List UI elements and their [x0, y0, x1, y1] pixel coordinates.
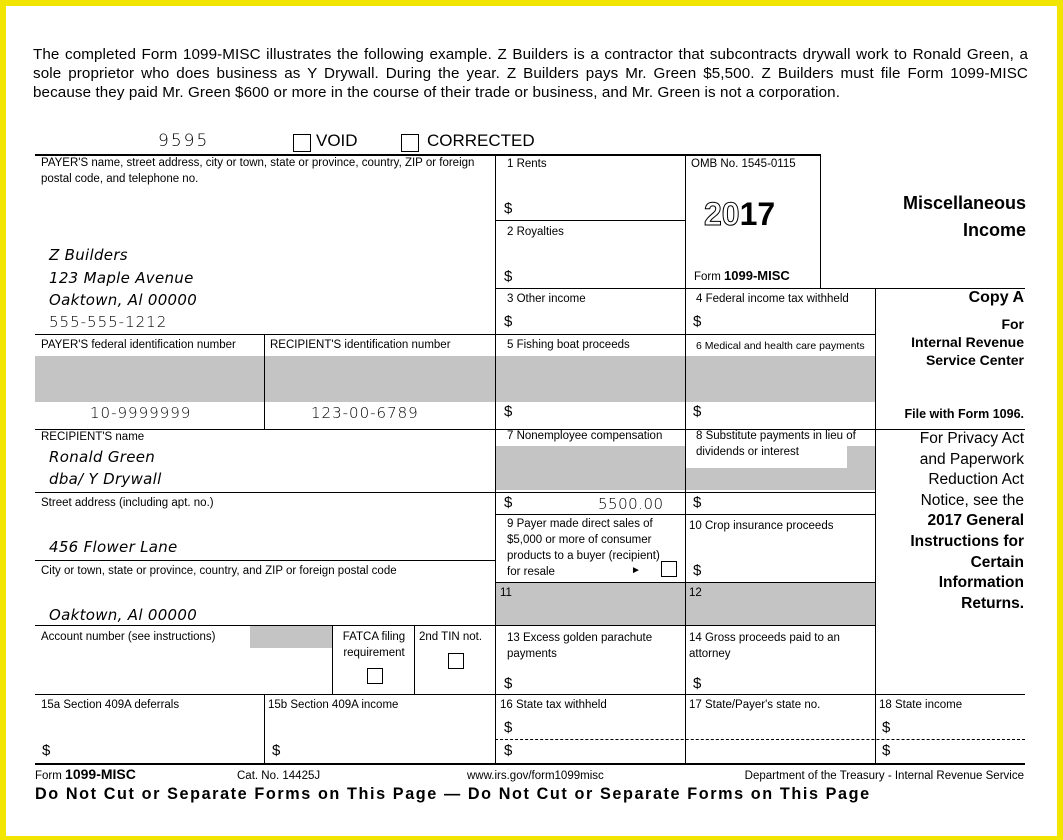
- recipient-name: Ronald Green: [49, 448, 156, 466]
- privacy-notice: [864, 429, 1024, 614]
- form-code: 9595: [158, 131, 210, 151]
- box2-label: 2 Royalties: [507, 226, 564, 238]
- recipient-city: Oaktown, Al 00000: [49, 606, 198, 624]
- shade-tin: [35, 356, 495, 402]
- privacy-line3: Reduction Act: [928, 471, 1024, 489]
- box15a-dollar: $: [42, 742, 51, 759]
- form-page: [6, 6, 1057, 836]
- fatca-checkbox[interactable]: [367, 668, 383, 684]
- box10-dollar: $: [693, 562, 702, 579]
- box12-label: 12: [689, 587, 702, 599]
- box6-dollar: $: [693, 403, 702, 420]
- footer-form-prefix: Form: [35, 770, 62, 782]
- box14-label: 14 Gross proceeds paid to an attorney: [689, 632, 840, 660]
- irs-line1: Internal Revenue: [911, 334, 1024, 350]
- box9-checkbox[interactable]: [661, 561, 677, 577]
- payer-tin-value[interactable]: 10-9999999: [90, 404, 192, 422]
- shade-box7: [496, 446, 686, 490]
- payer-phone: 555-555-1212: [49, 313, 168, 331]
- title-miscellaneous: Miscellaneous: [902, 193, 1026, 213]
- form-name-top: [694, 268, 790, 283]
- tax-year-bold: 17: [739, 196, 776, 232]
- privacy-line8: Information: [938, 574, 1024, 592]
- privacy-line7: Certain: [970, 553, 1024, 571]
- footer-url[interactable]: www.irs.gov/form1099misc: [467, 770, 604, 782]
- box17-label: 17 State/Payer's state no.: [689, 699, 821, 711]
- box1-dollar: $: [504, 200, 513, 217]
- box13-dollar: $: [504, 675, 513, 692]
- footer-cat: Cat. No. 14425J: [237, 770, 321, 782]
- shade-box8: [686, 468, 875, 490]
- recipient-street: 456 Flower Lane: [49, 538, 178, 556]
- shade-box6: [686, 356, 875, 402]
- payer-city: Oaktown, Al 00000: [49, 291, 198, 309]
- tax-year-outline: 20: [704, 196, 740, 232]
- payer-street: 123 Maple Avenue: [49, 269, 194, 287]
- box6-label: 6 Medical and health care payments: [696, 340, 865, 352]
- box5-dollar: $: [504, 403, 513, 420]
- irs-line2: Service Center: [925, 352, 1024, 368]
- box9-label: 9 Payer made direct sales of $5,000 or more of consumer products to a buyer (recipient) for resale: [507, 518, 660, 578]
- recipient-city-label: City or town, state or province, country, and ZIP or foreign postal code: [41, 565, 397, 577]
- footer-form: [35, 766, 136, 782]
- box7-value[interactable]: 5500.00: [598, 495, 664, 513]
- fatca-label: FATCA filing requirement: [342, 631, 406, 659]
- corrected-label: CORRECTED: [427, 131, 535, 150]
- recipient-name-label: RECIPIENT'S name: [41, 431, 145, 443]
- box15b-dollar: $: [272, 742, 281, 759]
- recipient-dba: dba/ Y Drywall: [49, 470, 162, 488]
- tin2-label: 2nd TIN not.: [419, 631, 483, 643]
- box7-label: 7 Nonemployee compensation: [507, 430, 663, 442]
- footer-do-not-cut: Do Not Cut or Separate Forms on This Page — Do Not Cut or Separate Forms on This Page: [35, 785, 871, 803]
- box16-label: 16 State tax withheld: [500, 699, 607, 711]
- account-label: Account number (see instructions): [41, 631, 216, 643]
- file-with: File with Form 1096.: [904, 407, 1024, 421]
- box14-dollar: $: [693, 675, 702, 692]
- shade-box12: [686, 583, 875, 625]
- recipient-tin-label: RECIPIENT'S identification number: [270, 339, 451, 351]
- privacy-line5: 2017 General: [927, 512, 1024, 530]
- payer-label: PAYER'S name, street address, city or town, state or province, country, ZIP or foreign postal code, and telephone no.: [41, 157, 475, 185]
- box15a-label: 15a Section 409A deferrals: [41, 699, 180, 711]
- privacy-line1: For Privacy Act: [919, 430, 1024, 447]
- privacy-line2: and Paperwork: [919, 450, 1024, 468]
- privacy-line9: Returns.: [961, 594, 1024, 612]
- box13-label: 13 Excess golden parachute payments: [507, 632, 653, 660]
- privacy-line4: Notice, see the: [920, 491, 1024, 509]
- void-checkbox[interactable]: [293, 134, 311, 152]
- box5-label: 5 Fishing boat proceeds: [507, 339, 630, 351]
- box3-dollar: $: [504, 313, 513, 330]
- box2-dollar: $: [504, 268, 513, 285]
- omb-number: OMB No. 1545-0115: [691, 158, 796, 170]
- title-income: Income: [962, 220, 1026, 240]
- recipient-tin-value[interactable]: 123-00-6789: [311, 404, 419, 422]
- footer-form-name: 1099-MISC: [65, 766, 136, 782]
- tin2-checkbox[interactable]: [448, 653, 464, 669]
- void-label: VOID: [316, 131, 358, 150]
- box18-label: 18 State income: [879, 699, 963, 711]
- box8-label: 8 Substitute payments in lieu of dividends or interest: [696, 430, 856, 458]
- form-prefix: Form: [694, 271, 721, 283]
- intro-paragraph: The completed Form 1099-MISC illustrates the following example. Z Builders is a contractor that subcontracts drywall work to Ronald Green, a sole proprietor who does business as Y Drywall. During the year. Z Builders pays Mr. Green $5,500. Z Builders must file Form 1099-MISC because they paid Mr. Green $600 or more in the course of their trade or business, and Mr. Green is not a corporation.: [33, 46, 1028, 101]
- box1-label: 1 Rents: [507, 158, 547, 170]
- box4-dollar: $: [693, 313, 702, 330]
- copy-a: Copy A: [968, 289, 1024, 306]
- form-name: 1099-MISC: [724, 268, 790, 283]
- tax-year: [704, 196, 775, 233]
- box7-dollar: $: [504, 494, 513, 511]
- box10-label: 10 Crop insurance proceeds: [689, 520, 834, 532]
- box8-dollar: $: [693, 494, 702, 511]
- recipient-street-label: Street address (including apt. no.): [41, 497, 214, 509]
- box16-dollar-2: $: [504, 742, 513, 759]
- box4-label: 4 Federal income tax withheld: [696, 293, 849, 305]
- payer-name: Z Builders: [49, 246, 128, 264]
- shade-box5: [496, 356, 686, 402]
- box16-dollar-1: $: [504, 719, 513, 736]
- box3-label: 3 Other income: [507, 293, 586, 305]
- for-label: For: [1001, 316, 1024, 332]
- shade-box11: [496, 583, 686, 625]
- box15b-label: 15b Section 409A income: [268, 699, 399, 711]
- box9-arrow: ►: [631, 565, 641, 576]
- footer-dept: Department of the Treasury - Internal Revenue Service: [744, 770, 1024, 782]
- box18-dollar-1: $: [882, 719, 891, 736]
- box11-label: 11: [500, 587, 512, 599]
- box18-dollar-2: $: [882, 742, 891, 759]
- corrected-checkbox[interactable]: [401, 134, 419, 152]
- form-bottom-line: [35, 763, 1025, 765]
- privacy-line6: Instructions for: [910, 532, 1024, 550]
- shade-account: [250, 626, 332, 648]
- payer-tin-label: PAYER'S federal identification number: [41, 339, 236, 351]
